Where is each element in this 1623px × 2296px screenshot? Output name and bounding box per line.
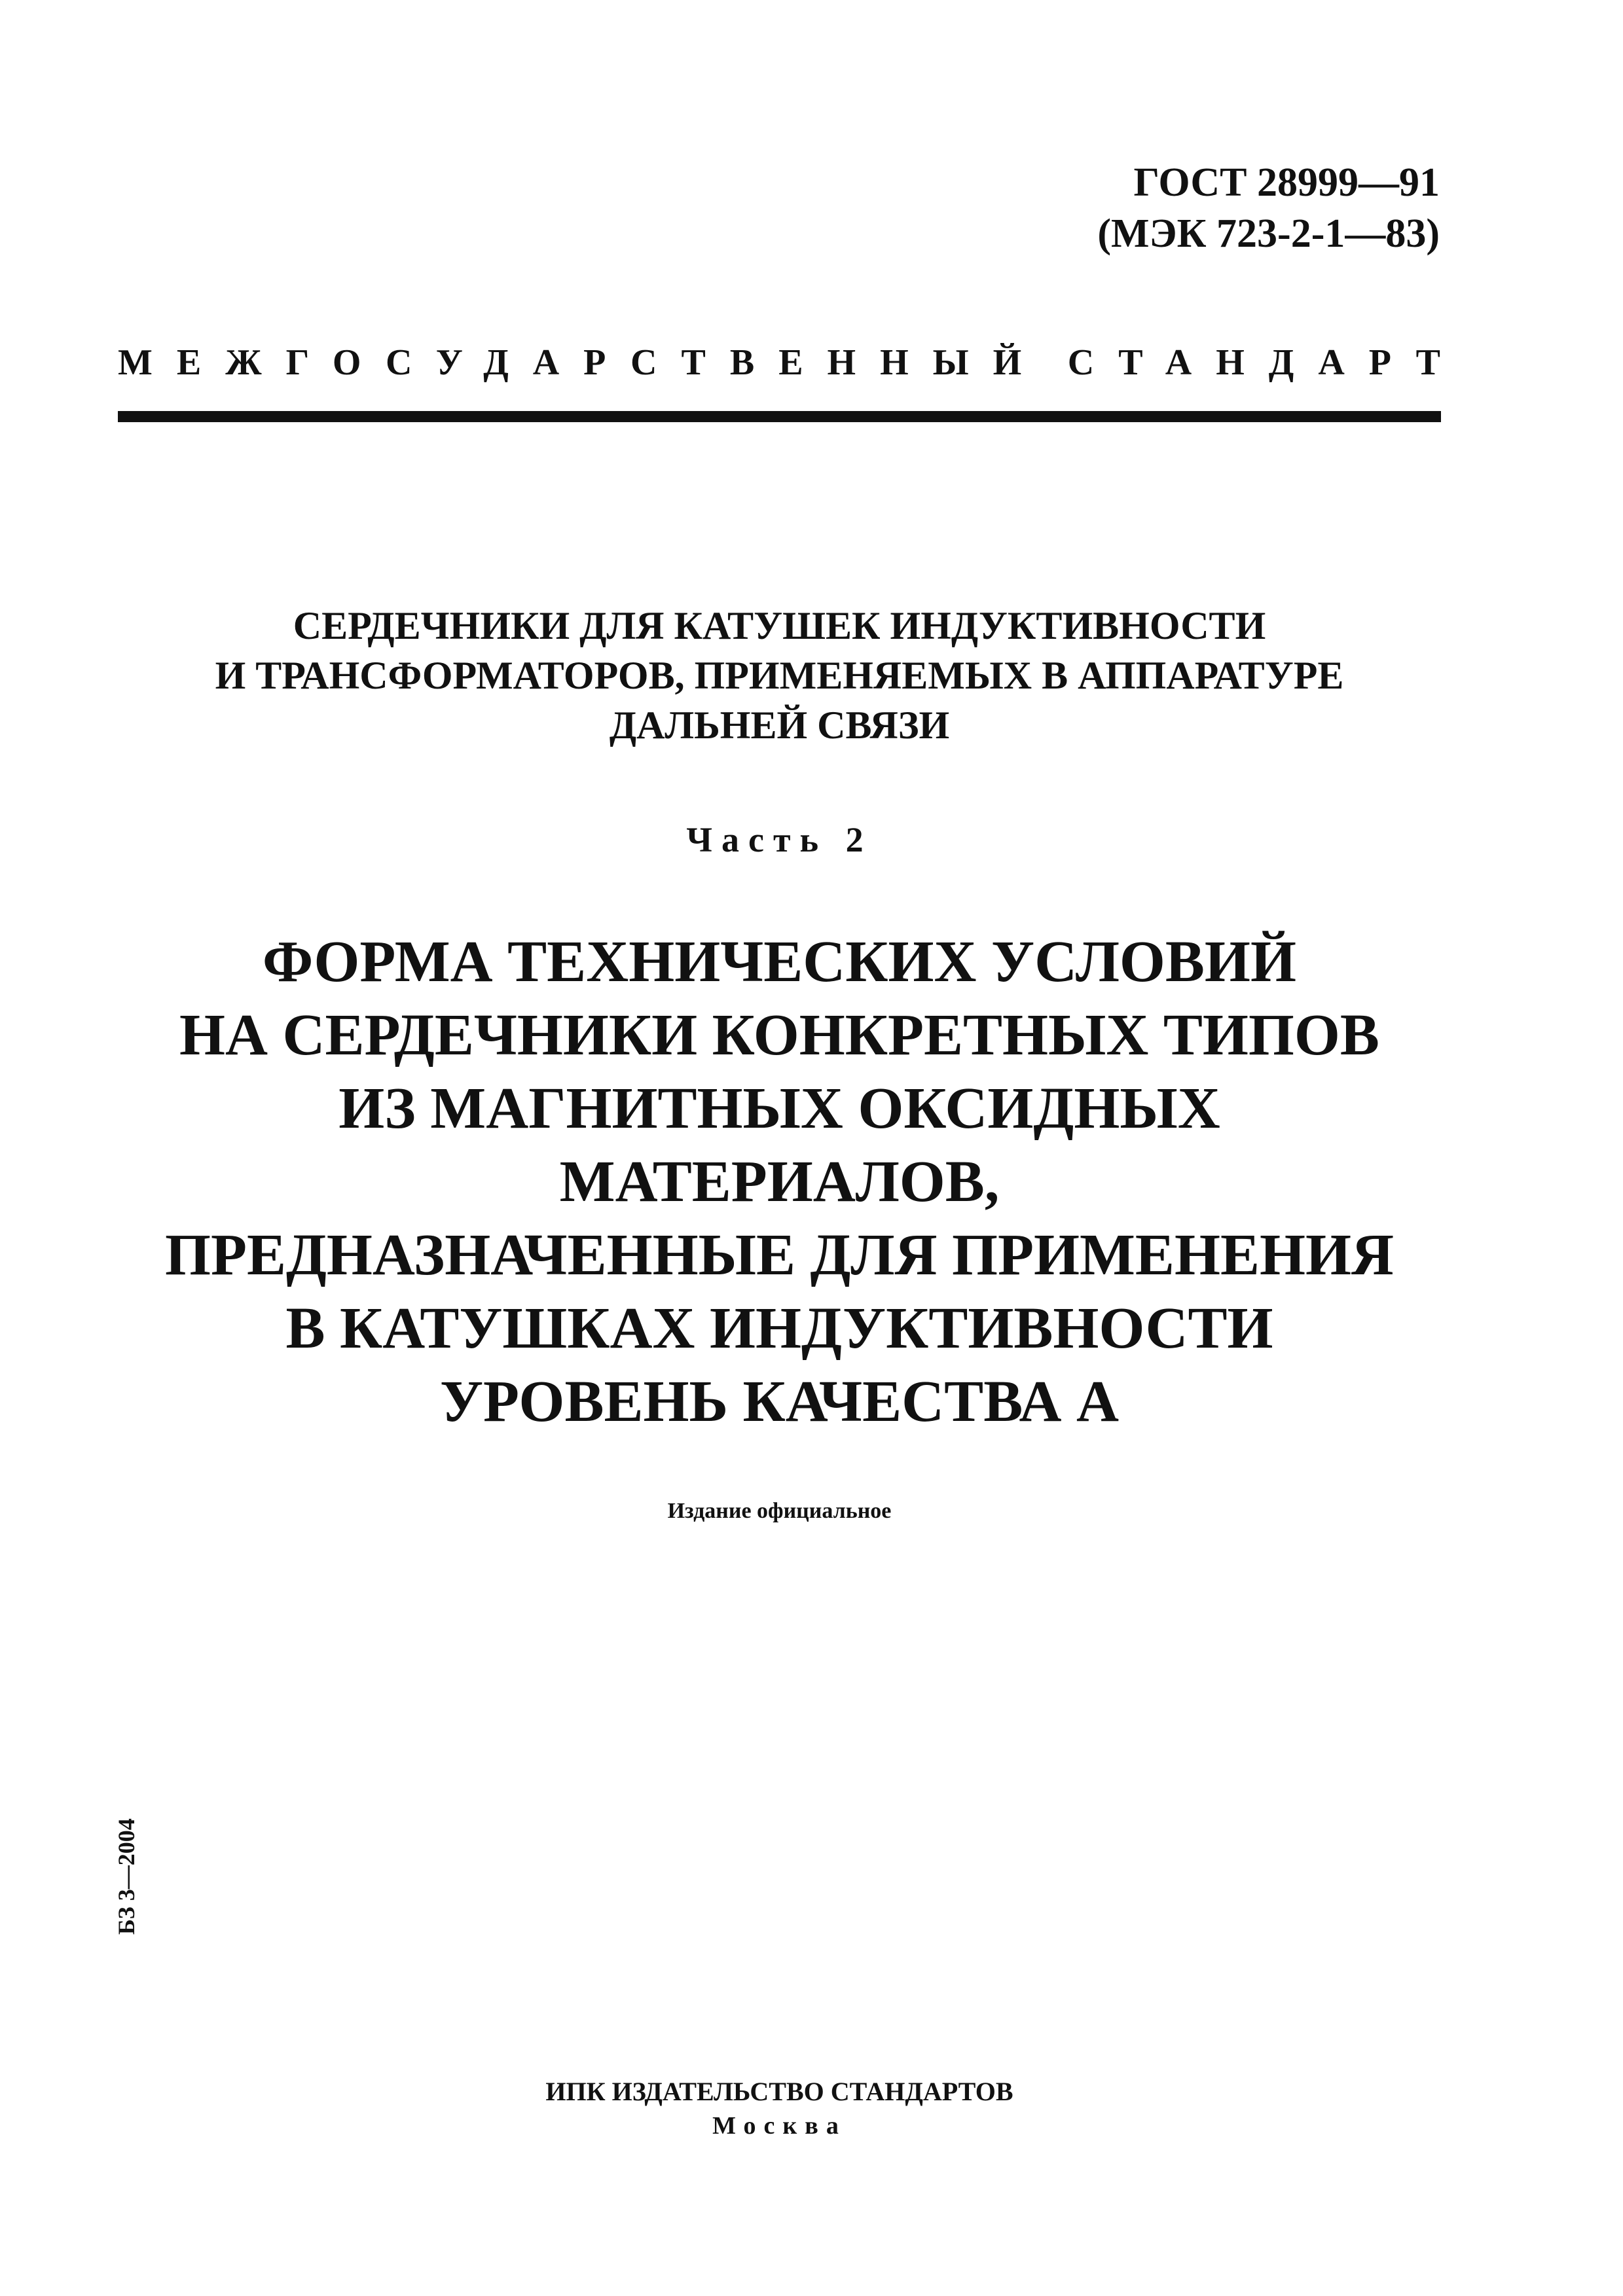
header-word-standard: СТАНДАРТ	[1067, 342, 1465, 383]
side-catalog-code: БЗ 3—2004	[113, 1818, 139, 1935]
edition-note: Издание официальное	[667, 1499, 892, 1523]
interstate-standard-header	[118, 342, 1465, 399]
subject-title-line: СЕРДЕЧНИКИ ДЛЯ КАТУШЕК ИНДУКТИВНОСТИ	[293, 604, 1266, 647]
header-word-interstate: МЕЖГОСУДАРСТВЕННЫЙ	[118, 342, 1046, 383]
publisher-name: ИПК ИЗДАТЕЛЬСТВО СТАНДАРТОВ	[545, 2077, 1013, 2106]
main-title-line: ФОРМА ТЕХНИЧЕСКИХ УСЛОВИЙ	[263, 929, 1296, 994]
main-title-line: В КАТУШКАХ ИНДУКТИВНОСТИ	[285, 1296, 1273, 1361]
main-title	[118, 925, 1441, 1439]
standard-number-block	[1097, 157, 1440, 259]
main-title-line: НА СЕРДЕЧНИКИ КОНКРЕТНЫХ ТИПОВ	[179, 1003, 1379, 1067]
main-title-line: ИЗ МАГНИТНЫХ ОКСИДНЫХ МАТЕРИАЛОВ,	[338, 1076, 1220, 1214]
publisher-city: Москва	[712, 2112, 847, 2140]
part-label: Часть 2	[686, 820, 873, 859]
subject-title-line: И ТРАНСФОРМАТОРОВ, ПРИМЕНЯЕМЫХ В АППАРАТУРЕ	[215, 654, 1344, 697]
gost-number: ГОСТ 28999—91	[1133, 160, 1440, 205]
subject-title	[118, 601, 1441, 750]
subject-title-line: ДАЛЬНЕЙ СВЯЗИ	[609, 704, 950, 747]
header-rule	[118, 411, 1441, 422]
iec-number: (МЭК 723-2-1—83)	[1097, 211, 1440, 256]
main-title-line: ПРЕДНАЗНАЧЕННЫЕ ДЛЯ ПРИМЕНЕНИЯ	[165, 1223, 1394, 1287]
main-title-line: УРОВЕНЬ КАЧЕСТВА А	[439, 1369, 1120, 1434]
publisher-block	[118, 2075, 1441, 2143]
